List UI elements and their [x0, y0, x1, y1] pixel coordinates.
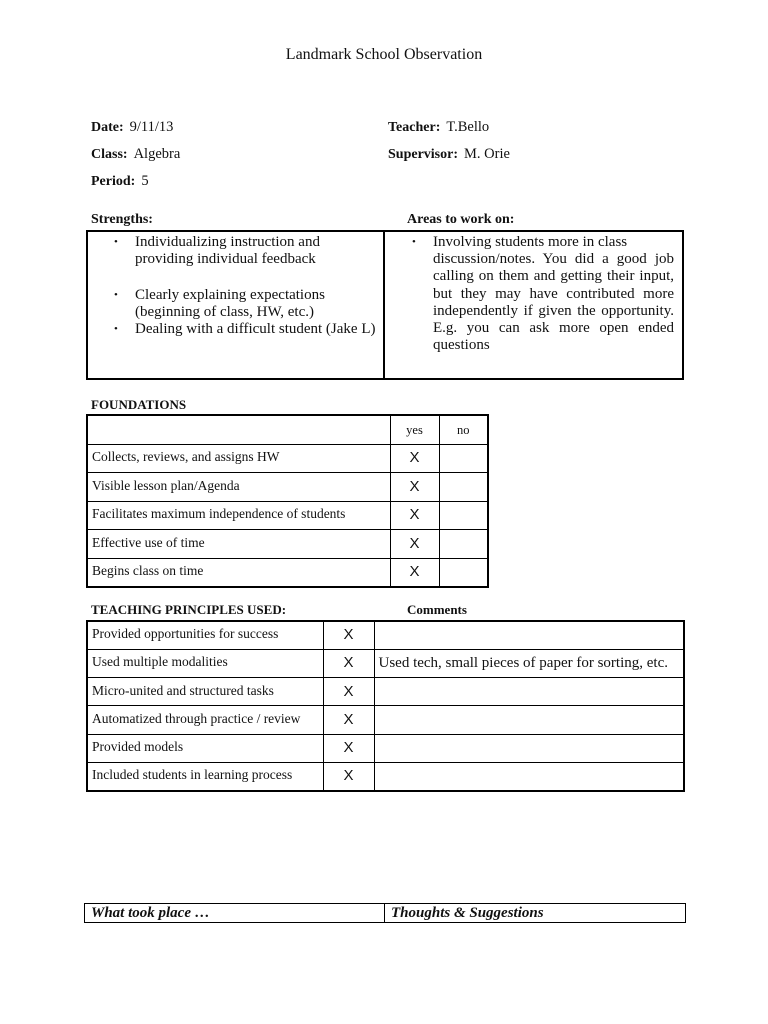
- area-line: questions: [433, 337, 490, 354]
- foundations-header-blank: [87, 415, 390, 444]
- foundations-row: [87, 473, 488, 502]
- principle-mark: X: [323, 678, 374, 706]
- foundations-row: [87, 444, 488, 473]
- foundation-criterion: Effective use of time: [87, 530, 390, 559]
- supervisor-field: [388, 145, 510, 164]
- yes-mark: X: [390, 558, 439, 587]
- principle-row: [87, 706, 684, 734]
- principle-mark: X: [323, 762, 374, 790]
- foundations-heading: FOUNDATIONS: [91, 397, 187, 412]
- yes-mark: X: [390, 473, 439, 502]
- area-to-work-on-item: [433, 234, 674, 354]
- foundations-row: [87, 558, 488, 587]
- area-line: E.g. you can ask more open ended: [433, 320, 674, 337]
- date-field: [91, 118, 173, 137]
- bullet-marker: [114, 321, 118, 338]
- area-line: Involving students more in class: [433, 234, 628, 250]
- principle-mark: X: [323, 734, 374, 762]
- no-column-header: no: [439, 415, 488, 444]
- principle-row: [87, 649, 684, 677]
- strength-line: Individualizing instruction and: [135, 234, 320, 250]
- strength-line: Clearly explaining expectations: [135, 287, 325, 303]
- principle-comment: [374, 762, 684, 790]
- no-mark: [439, 473, 488, 502]
- bullet-marker: [412, 234, 416, 251]
- foundations-header-row: [87, 415, 488, 444]
- strength-item: [135, 234, 320, 268]
- area-line: but they may have contributed more: [433, 285, 674, 302]
- foundations-row: [87, 501, 488, 530]
- principle-row: [87, 762, 684, 790]
- class-field: [91, 145, 180, 164]
- principle-comment: [374, 621, 684, 649]
- principle-mark: X: [323, 706, 374, 734]
- no-mark: [439, 530, 488, 559]
- document-title: Landmark School Observation: [285, 46, 483, 63]
- class-value: Algebra: [133, 146, 181, 162]
- teacher-label: Teacher:: [388, 120, 441, 135]
- foundation-criterion: Visible lesson plan/Agenda: [87, 473, 390, 502]
- bullet-marker: [114, 234, 118, 251]
- date-label: Date:: [91, 120, 124, 135]
- principle-mark: X: [323, 649, 374, 677]
- no-mark: [439, 444, 488, 473]
- principle-row: [87, 678, 684, 706]
- class-label: Class:: [91, 147, 128, 162]
- principle-comment: Used tech, small pieces of paper for sorting, etc.: [374, 649, 684, 677]
- principle-comment: [374, 678, 684, 706]
- areas-to-work-on-heading: Areas to work on:: [407, 212, 515, 227]
- yes-column-header: yes: [390, 415, 439, 444]
- strengths-heading: Strengths:: [91, 212, 153, 227]
- reflection-table: [84, 903, 686, 923]
- principle-label: Included students in learning process: [87, 762, 323, 790]
- strength-item: [135, 287, 325, 321]
- period-label: Period:: [91, 174, 136, 189]
- supervisor-value: M. Orie: [464, 146, 510, 162]
- what-took-place-header: What took place …: [85, 904, 385, 923]
- date-value: 9/11/13: [129, 119, 174, 135]
- yes-mark: X: [390, 501, 439, 530]
- principle-row: [87, 621, 684, 649]
- reflection-header-row: [85, 904, 686, 923]
- foundation-criterion: Collects, reviews, and assigns HW: [87, 444, 390, 473]
- teacher-field: [388, 118, 489, 137]
- principle-label: Micro-united and structured tasks: [87, 678, 323, 706]
- teaching-principles-table: [86, 620, 685, 792]
- yes-mark: X: [390, 530, 439, 559]
- principle-row: [87, 734, 684, 762]
- principle-label: Provided opportunities for success: [87, 621, 323, 649]
- area-line: calling on them and getting their input,: [433, 268, 674, 285]
- principle-mark: X: [323, 621, 374, 649]
- area-line: discussion/notes. You did a good job: [433, 251, 674, 268]
- period-value: 5: [141, 173, 149, 189]
- foundations-table: [86, 414, 489, 588]
- teaching-principles-heading: TEACHING PRINCIPLES USED:: [91, 602, 287, 617]
- foundation-criterion: Facilitates maximum independence of students: [87, 501, 390, 530]
- principle-label: Automatized through practice / review: [87, 706, 323, 734]
- no-mark: [439, 501, 488, 530]
- strength-item: [135, 321, 376, 338]
- comments-heading: Comments: [407, 602, 467, 617]
- supervisor-label: Supervisor:: [388, 147, 458, 162]
- foundations-row: [87, 530, 488, 559]
- strength-line: providing individual feedback: [135, 251, 316, 267]
- strength-line: (beginning of class, HW, etc.): [135, 304, 314, 320]
- principle-comment: [374, 706, 684, 734]
- thoughts-suggestions-header: Thoughts & Suggestions: [385, 904, 686, 923]
- principle-comment: [374, 734, 684, 762]
- principle-label: Provided models: [87, 734, 323, 762]
- yes-mark: X: [390, 444, 439, 473]
- column-divider: [383, 230, 385, 380]
- period-field: [91, 172, 149, 191]
- area-line: independently if given the opportunity.: [433, 302, 674, 319]
- no-mark: [439, 558, 488, 587]
- teacher-value: T.Bello: [446, 119, 490, 135]
- strength-line: Dealing with a difficult student (Jake L): [135, 321, 376, 337]
- foundation-criterion: Begins class on time: [87, 558, 390, 587]
- principle-label: Used multiple modalities: [87, 649, 323, 677]
- bullet-marker: [114, 287, 118, 304]
